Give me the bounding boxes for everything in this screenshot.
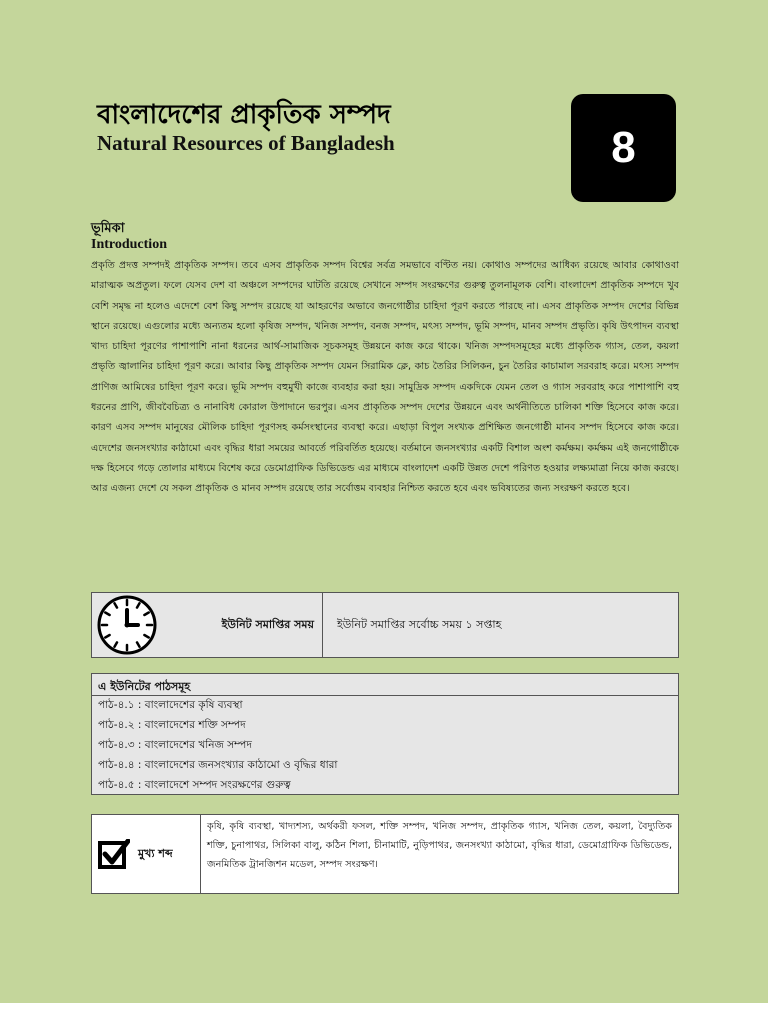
intro-paragraph: প্রকৃতি প্রদত্ত সম্পদই প্রাকৃতিক সম্পদ। তবে এসব প্রাকৃতিক সম্পদ বিশ্বের সর্বত্র সমভাবে বণ্টিত নয়। কোথাও সম্পদের আধিক্য রয়েছে আবার কোথাওবা মারাত্মক অপ্রতুল। ফলে যেসব দেশ বা অঞ্চলে সম্পদের ঘাটতি রয়েছে সেখানে সম্পদ সংরক্ষণের গুরুত্ব তুলনামূলক বেশি। বাংলাদেশ প্রাকৃতিক সম্পদে খুব বেশি সমৃদ্ধ না হলেও এদেশে বেশ কিছু সম্পদ রয়েছে যা আহরণের অভাবে জনগোষ্ঠীর চাহিদা পূরণ করতে পারছে না। এসব প্রাকৃতিক সম্পদ দেশের বিভিন্ন স্থানে রয়েছে। এগুলোর মধ্যে অন্যতম হলো কৃষিজ সম্পদ, খনিজ সম্পদ, বনজ সম্পদ, মৎস্য সম্পদ, ভূমি সম্পদ, মানব সম্পদ প্রভৃতি। কৃষি উৎপাদন ব্যবস্থা খাদ্য চাহিদা পূরণের পাশাপাশি নানা ধরনের আর্থ-সামাজিক সূচকসমূহ উন্নয়নে কাজ করে থাকে। খনিজ সম্পদসমূহের মধ্যে প্রাকৃতিক গ্যাস, তেল, কয়লা প্রভৃতি জ্বালানির চাহিদা পূরণ করে। আবার কিছু প্রাকৃতিক সম্পদ যেমন সিরামিক ক্লে, কাচ তৈরির সিলিকন, চুন তৈরির কাচামাল সরবরাহ করে। মৎস্য সম্পদ প্রাণিজ আমিষের চাহিদা পূরণ করে। ভূমি সম্পদ বহুমুখী কাজে ব্যবহার করা হয়। সামুদ্রিক সম্পদ একদিকে যেমন তেল ও গ্যাস সরবরাহ করে পাশাপাশি বহু ধরনের প্রাণি, জীববৈচিত্র্য ও নানাবিধ কোরাল উপাদানে ভরপুর। এসব প্রাকৃতিক সম্পদ দেশের উন্নয়নে এবং অর্থনীতিতে চালিকা শক্তি হিসেবে কাজ করে। কারণ এসব সম্পদ মানুষের মৌলিক চাহিদা পূরণসহ কর্মসংস্থানের ব্যবস্থা করে। এছাড়া বিপুল সংখ্যক প্রশিক্ষিত জনগোষ্ঠী মানব সম্পদ হিসেবে কাজ করে। এদেশের জনসংখ্যার কাঠামো এবং বৃদ্ধির ধারা সময়ের আবর্তে পরিবর্তিত হয়েছে। বর্তমানে জনসংখ্যার একটি বিশাল অংশ কর্মক্ষম। কর্মক্ষম এই জনগোষ্ঠীকে দক্ষ হিসেবে গড়ে তোলার মাধ্যমে বিশেষ করে ডেমোগ্রাফিক ডিভিডেন্ড এর মাধ্যমে বাংলাদেশ একটি উন্নত দেশে পরিণত হওয়ার লক্ষ্যমাত্রা নিয়ে কাজ করছে। আর এজন্য দেশে যে সকল প্রাকৃতিক ও মানব সম্পদ রয়েছে তার সর্বোত্তম ব্যবহার নিশ্চিত করতে হবে এবং ভবিষ্যতের জন্য সংরক্ষণ করতে হবে। [91,260,679,495]
keywords-text: কৃষি, কৃষি ব্যবস্থা, খাদ্যশস্য, অর্থকরী ফসল, শক্তি সম্পদ, খনিজ সম্পদ, প্রাকৃতিক গ্যাস, খনিজ তেল, কয়লা, বৈদ্যুতিক শক্তি, চুনাপাথর, সিলিকা বালু, কঠিন শিলা, চীনামাটি, নুড়িপাথর, জনসংখ্যা কাঠামো, বৃদ্ধির ধারা, ডেমোগ্রাফিক ডিভিডেন্ড, জনমিতিক ট্রানজিশন মডেল, সম্পদ সংরক্ষণ। [207,821,672,870]
clock-cell [92,593,162,657]
chapter-title-english: Natural Resources of Bangladesh [97,131,395,155]
keywords-label: মুখ্য শব্দ [138,846,173,860]
lesson-item: পাঠ-৪.৪ : বাংলাদেশের জনসংখ্যার কাঠামো ও বৃদ্ধির ধারা [98,759,338,771]
lessons-title: এ ইউনিটের পাঠসমূহ [98,680,191,693]
lesson-item: পাঠ-৪.২ : বাংলাদেশের শক্তি সম্পদ [98,719,246,731]
unit-time-box [91,592,679,658]
lesson-item: পাঠ-৪.৫ : বাংলাদেশে সম্পদ সংরক্ষণের গুরুত্ব [98,779,291,791]
intro-heading-bengali: ভূমিকা [91,221,125,236]
chapter-number-badge [571,94,676,202]
intro-heading-english: Introduction [91,237,167,252]
chapter-number: 8 [611,123,636,172]
lessons-divider [92,695,678,696]
unit-time-value: ইউনিট সমাপ্তির সর্বোচ্চ সময় ১ সপ্তাহ [337,617,502,631]
keywords-box [91,814,679,894]
clock-icon [96,594,158,656]
chapter-title-bengali: বাংলাদেশের প্রাকৃতিক সম্পদ [97,100,391,130]
keywords-label-cell [92,815,201,893]
lessons-box [91,673,679,795]
lesson-item: পাঠ-৪.১ : বাংলাদেশের কৃষি ব্যবস্থা [98,699,243,711]
unit-time-label: ইউনিট সমাপ্তির সময় [162,593,323,657]
checkbox-icon [98,839,130,869]
lesson-item: পাঠ-৪.৩ : বাংলাদেশের খনিজ সম্পদ [98,739,252,751]
